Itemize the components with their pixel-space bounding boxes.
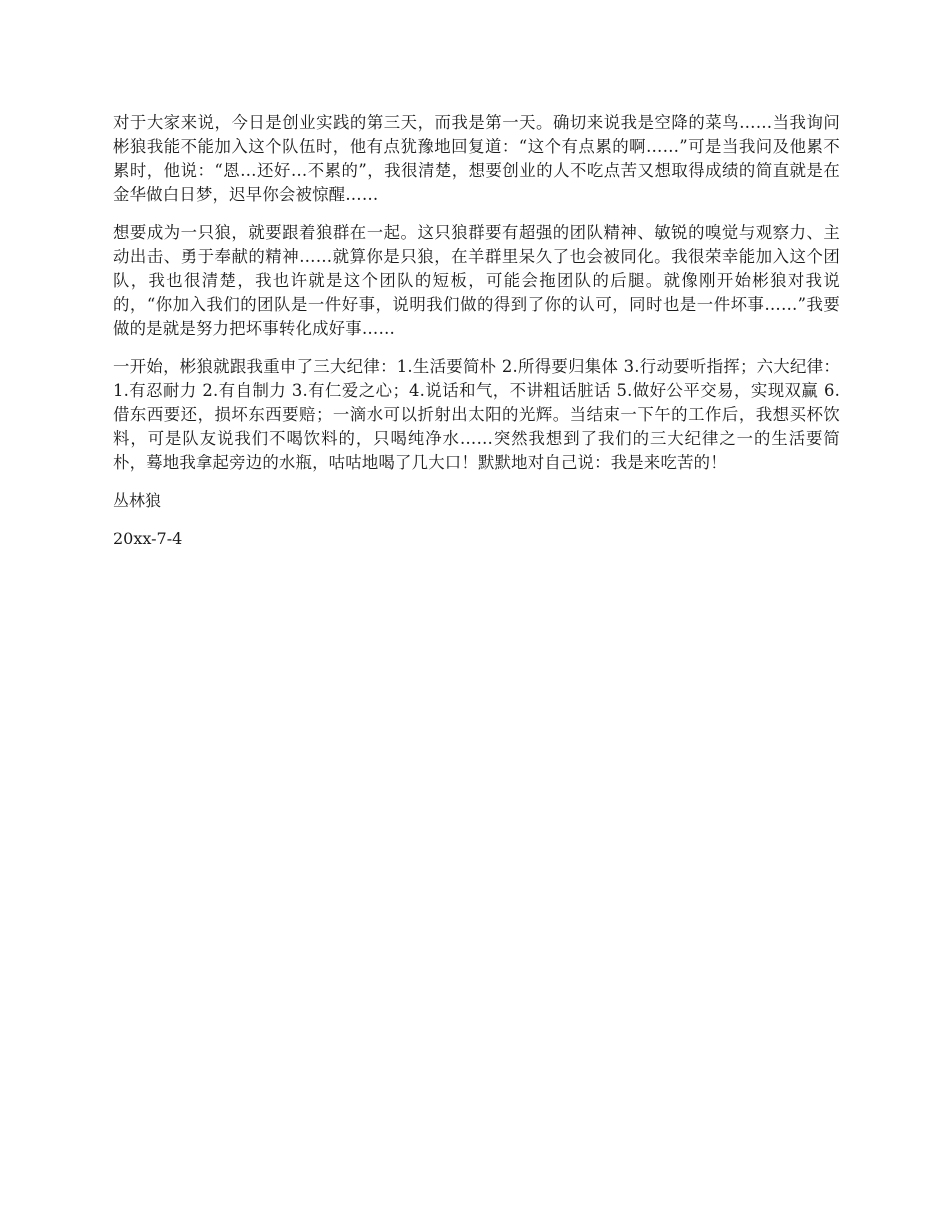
document-body	[113, 111, 840, 551]
paragraph-3: 一开始，彬狼就跟我重申了三大纪律：1.生活要简朴 2.所得要归集体 3.行动要听指挥；六大纪律：1.有忍耐力 2.有自制力 3.有仁爱之心；4.说话和气，不讲粗话脏话 5.做好公平交易，实现双赢 6.借东西要还，损坏东西要赔；一滴水可以折射出太阳的光辉。当结束一下午的工作后，我想买杯饮料，可是队友说我们不喝饮料的，只喝纯净水……突然我想到了我们的三大纪律之一的生活要简朴，蓦地我拿起旁边的水瓶，咕咕地喝了几大口！默默地对自己说：我是来吃苦的！	[113, 357, 840, 472]
paragraph-1: 对于大家来说，今日是创业实践的第三天，而我是第一天。确切来说我是空降的菜鸟……当我询问彬狼我能不能加入这个队伍时，他有点犹豫地回复道：“这个有点累的啊……”可是当我问及他累不累时，他说：“恩…还好…不累的”，我很清楚，想要创业的人不吃点苦又想取得成绩的简直就是在金华做白日梦，迟早你会被惊醒……	[113, 113, 840, 204]
author-signature: 丛林狼	[113, 491, 162, 510]
document-date: 20xx-7-4	[113, 529, 183, 548]
paragraph-2: 想要成为一只狼，就要跟着狼群在一起。这只狼群要有超强的团队精神、敏锐的嗅觉与观察力、主动出击、勇于奉献的精神……就算你是只狼，在羊群里呆久了也会被同化。我很荣幸能加入这个团队，我也很清楚，我也许就是这个团队的短板，可能会拖团队的后腿。就像刚开始彬狼对我说的，“你加入我们的团队是一件好事，说明我们做的得到了你的认可，同时也是一件坏事……”我要做的是就是努力把坏事转化成好事……	[113, 223, 840, 338]
